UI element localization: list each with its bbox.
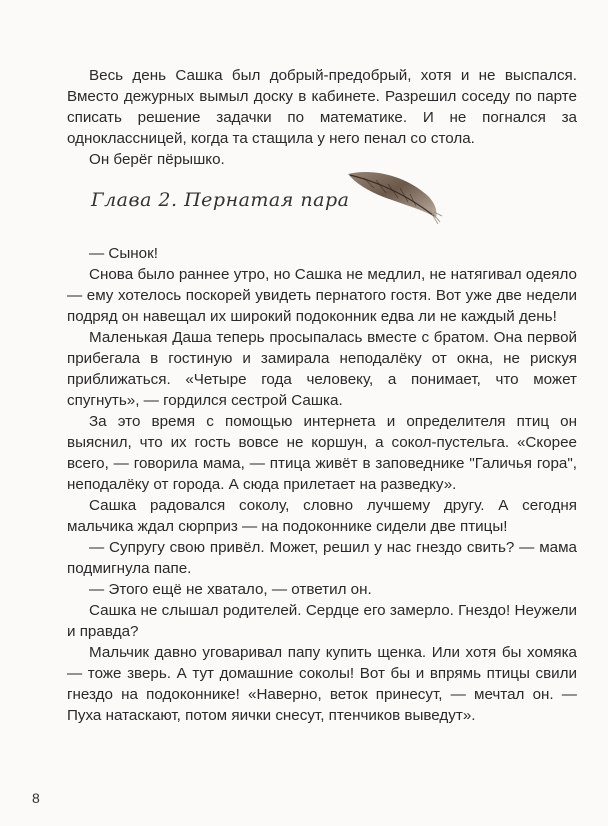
paragraph: Он берёг пёрышко. [89, 151, 225, 168]
paragraph: — Этого ещё не хватало, — ответил он. [89, 581, 372, 598]
paragraph: — Супругу свою привёл. Может, решил у нас гнездо свить? — мама подмигнула папе. [67, 539, 577, 577]
chapter-heading [91, 180, 349, 220]
paragraph: За это время с помощью интернета и определителя птиц он выяснил, что их гость вовсе не коршун, а сокол-пустельга. «Скорее всего, — говорила мама, — птица живёт в заповеднике "Галичья гора", неподалёку от города. А сюда прилетает на разведку». [67, 413, 577, 493]
paragraph: Снова было раннее утро, но Сашка не медлил, не натягивал одеяло — ему хотелось поскорей увидеть пернатого гостя. Вот уже две недели подряд он навещал их широкий подоконник едва ли не каждый день! [67, 266, 577, 325]
paragraph: Мальчик давно уговаривал папу купить щенка. Или хотя бы хомяка — тоже зверь. А тут домашние соколы! Вот бы и впрямь птицы свили гнездо на подоконнике! «Наверно, веток принесут, — мечтал он. — Пуха натаскают, потом яички снесут, птенчиков выведут». [67, 644, 577, 724]
feather-icon [344, 166, 444, 226]
paragraph: Маленькая Даша теперь просыпалась вместе с братом. Она первой прибегала в гостиную и замирала неподалёку от окна, не рискуя приближаться. «Четыре года человеку, а понимает, что может спугнуть», — гордился сестрой Сашка. [67, 329, 577, 409]
text-block-top [67, 65, 577, 170]
paragraph: Сашка не слышал родителей. Сердце его замерло. Гнездо! Неужели и правда? [67, 602, 577, 640]
text-block-main [67, 243, 577, 726]
paragraph: Сашка радовался соколу, словно лучшему другу. А сегодня мальчика ждал сюрприз — на подоконнике сидели две птицы! [67, 497, 577, 535]
paragraph: Весь день Сашка был добрый-предобрый, хотя и не выспался. Вместо дежурных вымыл доску в кабинете. Разрешил соседу по парте списать решение задачки по математике. И не погнался за одноклассницей, когда та стащила у него пенал со стола. [67, 67, 577, 147]
page-number: 8 [32, 790, 40, 806]
paragraph: — Сынок! [89, 245, 158, 262]
chapter-title: Глава 2. Пернатая пара [91, 189, 350, 211]
